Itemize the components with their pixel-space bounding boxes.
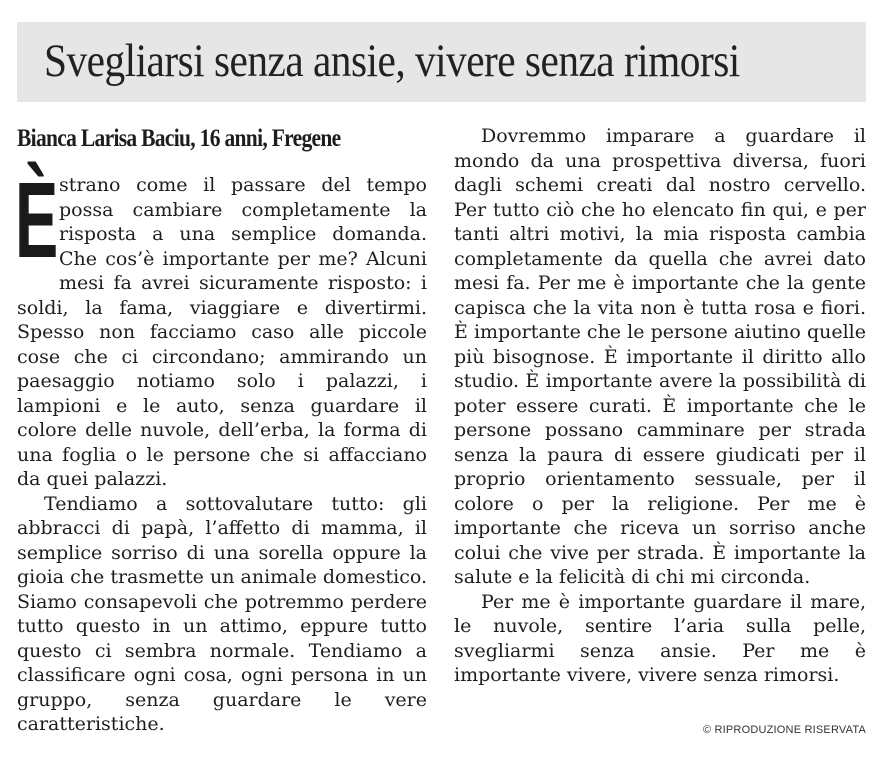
- headline: Svegliarsi senza ansie, vivere senza rimorsi: [44, 35, 740, 87]
- paragraph-text: strano come il passare del tempo possa cambiare completamente la risposta a una semplice domanda. Che cos’è importante per me? Alcuni mesi fa avrei sicuramente risposto: i soldi, la fama, viaggiare e divertirmi. Spesso non facciamo caso alle piccole cose che ci circondano; ammirando un paesaggio notiamo solo i palazzi, i lampioni e le auto, senza guardare il colore delle nuvole, dell’erba, la forma di una foglia o le persone che si affacciano da quei palazzi.: [17, 174, 427, 490]
- copyright-notice: © RIPRODUZIONE RISERVATA: [702, 724, 866, 736]
- article-column-left: [15, 159, 427, 737]
- article-paragraph: Dovremmo imparare a guardare il mondo da una prospettiva diversa, fuori dagli schemi creati dal nostro cervello. Per tutto ciò che ho elencato fin qui, e per tanti altri motivi, la mia risposta cambia completamente da quella che avrei dato mesi fa. Per me è importante che la gente capisca che la vita non è tutta rosa e fiori. È importante che le persone aiutino quelle più bisognose. È importante il diritto allo studio. È importante avere la possibilità di poter essere curati. È importante che le persone possano camminare per strada senza la paura di essere giudicati per il proprio orientamento sessuale, per il colore o per la religione. Per me è importante che riceva un sorriso anche colui che vive per strada. È importante la salute e la felicità di chi mi circonda.: [454, 125, 866, 588]
- drop-cap: È: [15, 159, 59, 280]
- article-paragraph: Tendiamo a sottovalutare tutto: gli abbracci di papà, l’affetto di mamma, il semplice sorriso di una sorella oppure la gioia che trasmette un animale domestico. Siamo consapevoli che potremmo perdere tutto questo in un attimo, eppure tutto questo ci sembra normale. Tendiamo a classificare ogni cosa, ogni persona in un gruppo, senza guardare le vere caratteristiche.: [17, 492, 427, 735]
- byline: Bianca Larisa Baciu, 16 anni, Fregene: [17, 125, 341, 152]
- article-paragraph: Per me è importante guardare il mare, le nuvole, sentire l’aria sulla pelle, svegliarmi senza ansie. Per me è importante vivere, vivere senza rimorsi.: [454, 590, 866, 686]
- article-column-right: [454, 124, 866, 688]
- article-paragraph: [15, 159, 427, 492]
